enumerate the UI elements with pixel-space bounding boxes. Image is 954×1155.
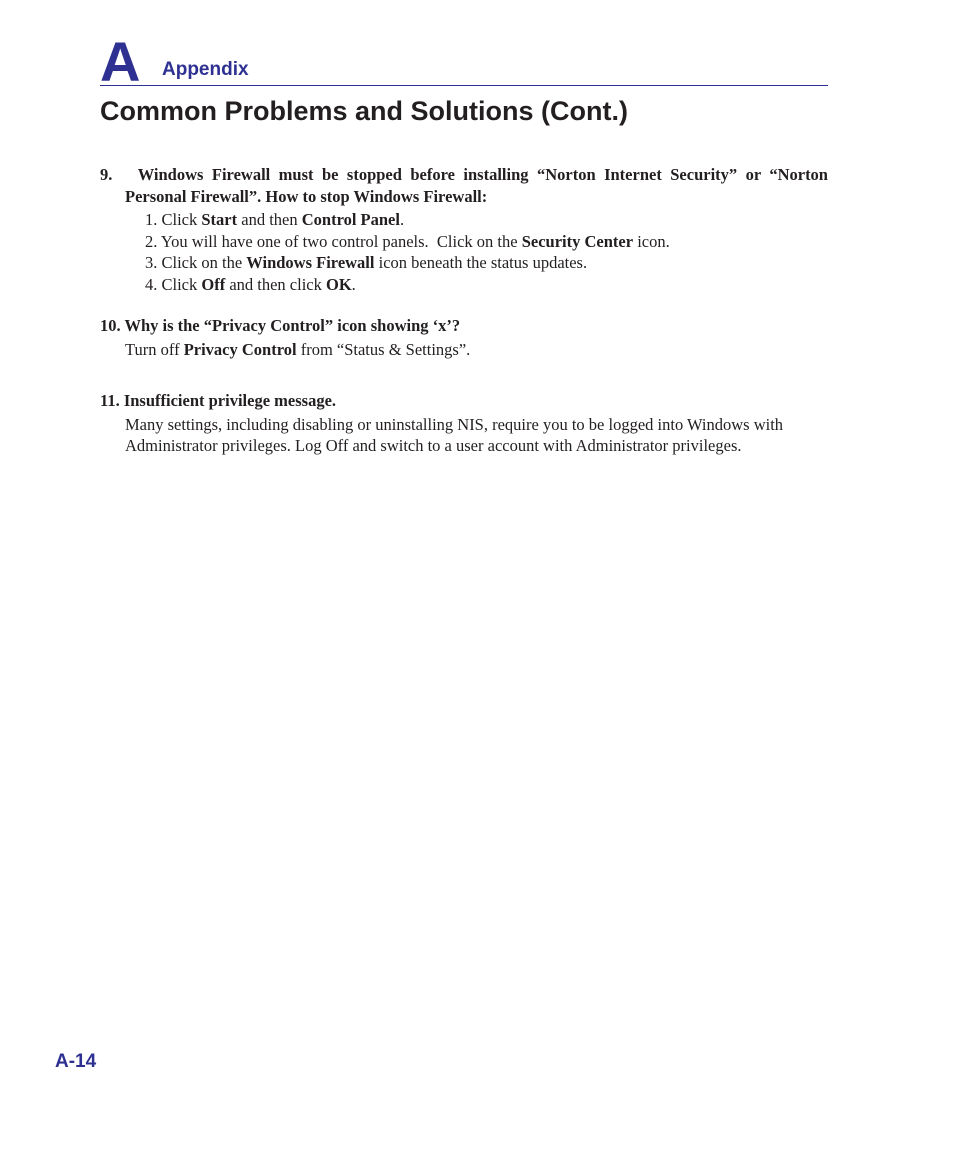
problem-item-11 [100,390,828,457]
page-header [100,28,828,93]
step-item: 3. Click on the Windows Firewall icon beneath the status updates. [145,253,588,272]
page-title: Common Problems and Solutions (Cont.) [100,96,628,126]
page-number: A-14 [55,1051,97,1072]
problem-question: 10. Why is the “Privacy Control” icon showing ‘x’? [100,316,461,335]
problem-question: 11. Insufficient privilege message. [100,391,337,410]
section-label: Appendix [162,59,249,80]
step-item: 2. You will have one of two control panels. Click on the Security Center icon. [145,231,670,251]
step-item: 1. Click Start and then Control Panel. [145,210,405,229]
problem-item-9 [100,164,828,295]
step-list [145,209,828,295]
problem-item-10 [100,315,828,360]
step-item: 4. Click Off and then click OK. [145,274,356,294]
appendix-letter: A [100,30,141,93]
problem-question: 9. Windows Firewall must be stopped before installing “Norton Internet Security” or “Norton Personal Firewall”. How to stop Windows Firewall: [100,165,828,206]
problem-answer: Turn off Privacy Control from “Status & Settings”. [125,339,471,359]
problem-answer: Many settings, including disabling or uninstalling NIS, require you to be logged into Windows with Administrator privileges. Log Off and switch to a user account with Administrator privileges. [125,414,784,455]
